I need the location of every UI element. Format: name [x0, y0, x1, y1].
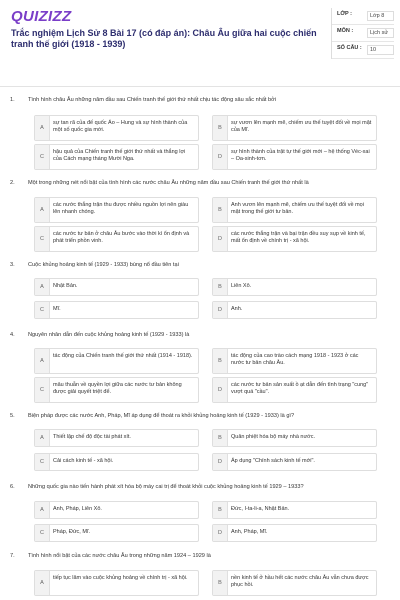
option-letter: A — [35, 349, 50, 373]
option-letter: D — [213, 525, 228, 541]
question-text — [10, 484, 384, 491]
option-b[interactable] — [212, 278, 377, 296]
meta-class-value: Lớp 8 — [367, 11, 394, 21]
meta-class-label: LỚP : — [337, 11, 352, 17]
option-text: mâu thuẫn về quyền lợi giữa các nước tư bản không được giải quyết triệt để. — [53, 382, 182, 395]
option-d[interactable] — [212, 377, 377, 403]
option-c[interactable] — [34, 226, 199, 252]
option-c[interactable] — [34, 453, 199, 471]
quiz-meta-panel — [331, 8, 394, 59]
option-a[interactable] — [34, 115, 199, 141]
option-a[interactable] — [34, 197, 199, 223]
option-letter: A — [35, 571, 50, 595]
option-text: Nhật Bản. — [53, 283, 78, 289]
option-a[interactable] — [34, 348, 199, 374]
option-letter: C — [35, 454, 50, 470]
question-number: 4. — [10, 332, 15, 338]
option-d[interactable] — [212, 144, 377, 170]
option-text: các nước thắng trận thu được nhiều nguồn lợi nên giàu lên nhanh chóng. — [53, 202, 189, 215]
question-prompt: Tình hình châu Âu những năm đầu sau Chiến tranh thế giới thứ nhất chịu tác động sâu sắc nhất bởi — [28, 97, 277, 103]
meta-subject-row — [332, 25, 394, 42]
option-text: tác động của Chiến tranh thế giới thứ nhất (1914 - 1918). — [53, 353, 193, 359]
option-letter: C — [35, 525, 50, 541]
option-text: các nước tư bản sản xuất ồ ạt dẫn đến tình trạng "cung" vượt quá "cầu". — [231, 382, 369, 395]
meta-count-value: 10 — [367, 45, 394, 55]
option-letter: B — [213, 116, 228, 140]
option-b[interactable] — [212, 429, 377, 447]
option-text: Anh, Pháp, Mĩ. — [231, 529, 268, 535]
option-letter: A — [35, 198, 50, 222]
option-b[interactable] — [212, 348, 377, 374]
meta-count-label: SỐ CÂU : — [337, 45, 362, 51]
option-text: sự tan rã của đế quốc Áo – Hung và sự hình thành của một số quốc gia mới. — [53, 120, 188, 133]
quiz-title: Trắc nghiệm Lịch Sử 8 Bài 17 (có đáp án): Châu Âu giữa hai cuộc chiến tranh thế giới (1918 - 1939) — [11, 28, 317, 49]
option-text: nền kinh tế ở hầu hết các nước châu Âu vẫn chưa được phục hồi. — [231, 575, 369, 588]
question-number: 1. — [10, 97, 15, 103]
option-text: Anh. — [231, 306, 243, 312]
option-letter: D — [213, 227, 228, 251]
option-text: tiếp tục lâm vào cuộc khủng hoảng về chính trị - xã hội. — [53, 575, 188, 581]
quizizz-logo: QUIZIZZ — [11, 8, 72, 25]
option-c[interactable] — [34, 301, 199, 319]
meta-class-row — [332, 8, 394, 25]
option-letter: C — [35, 227, 50, 251]
option-letter: B — [213, 279, 228, 295]
option-a[interactable] — [34, 278, 199, 296]
option-text: Quân phiệt hóa bộ máy nhà nước. — [231, 434, 316, 440]
question-number: 7. — [10, 553, 15, 559]
question-prompt: Tình hình nổi bật của các nước châu Âu trong những năm 1924 – 1929 là — [28, 553, 211, 559]
question-number: 2. — [10, 180, 15, 186]
option-letter: D — [213, 454, 228, 470]
option-letter: C — [35, 302, 50, 318]
option-text: sự vươn lên mạnh mẽ, chiếm ưu thế tuyệt đối về mọi mặt của Mĩ. — [231, 120, 372, 133]
header-divider — [0, 86, 400, 87]
option-c[interactable] — [34, 524, 199, 542]
option-letter: A — [35, 502, 50, 518]
option-text: Pháp, Đức, Mĩ. — [53, 529, 90, 535]
question-prompt: Những quốc gia nào tiến hành phát xít hóa bộ máy cai trị để thoát khỏi cuộc khủng hoảng kinh tế 1929 – 1933? — [28, 484, 304, 490]
question-prompt: Cuộc khủng hoảng kinh tế (1929 - 1933) bùng nổ đầu tiên tại — [28, 262, 179, 268]
option-a[interactable] — [34, 501, 199, 519]
option-letter: B — [213, 198, 228, 222]
option-a[interactable] — [34, 429, 199, 447]
question-text — [10, 97, 384, 104]
option-b[interactable] — [212, 115, 377, 141]
option-text: Mĩ. — [53, 306, 61, 312]
quiz-header — [0, 0, 400, 90]
question-prompt: Biện pháp được các nước Anh, Pháp, Mĩ áp dụng để thoát ra khỏi khủng hoảng kinh tế (1929 - 1933) là gì? — [28, 413, 295, 419]
meta-subject-value: Lịch sử — [367, 28, 394, 38]
option-letter: B — [213, 430, 228, 446]
option-c[interactable] — [34, 377, 199, 403]
question-prompt: Nguyên nhân dẫn đến cuộc khủng hoảng kinh tế (1929 - 1933) là — [28, 332, 190, 338]
option-d[interactable] — [212, 453, 377, 471]
option-text: Áp dụng "Chính sách kinh tế mới". — [231, 458, 315, 464]
option-letter: D — [213, 378, 228, 402]
option-text: Thiết lập chế độ độc tài phát xít. — [53, 434, 131, 440]
option-d[interactable] — [212, 301, 377, 319]
option-b[interactable] — [212, 570, 377, 596]
question-text — [10, 332, 384, 339]
option-text: Liên Xô. — [231, 283, 252, 289]
option-letter: B — [213, 349, 228, 373]
option-text: các nước thắng trận và bại trận đều suy sụp về kinh tế, mất ổn định về chính trị - xã hội. — [231, 231, 366, 244]
option-letter: D — [213, 302, 228, 318]
option-a[interactable] — [34, 570, 199, 596]
option-letter: C — [35, 145, 50, 169]
option-letter: D — [213, 145, 228, 169]
question-text — [10, 262, 384, 269]
option-text: Anh vươn lên mạnh mẽ, chiếm ưu thế tuyệt đối về mọi mặt trong thế giới tư bản. — [231, 202, 364, 215]
option-letter: A — [35, 430, 50, 446]
option-text: các nước tư bản ở châu Âu bước vào thời kì ổn định và phát triển phồn vinh. — [53, 231, 190, 244]
option-text: sự hình thành của trật tự thế giới mới – hệ thống Véc-xai – Oa-sinh-tơn. — [231, 149, 370, 162]
question-prompt: Một trong những nét nổi bật của tình hình các nước châu Âu những năm đầu sau Chiến tranh thế giới thứ nhất là — [28, 180, 309, 186]
question-number: 6. — [10, 484, 15, 490]
option-letter: B — [213, 571, 228, 595]
question-number: 5. — [10, 413, 15, 419]
option-d[interactable] — [212, 226, 377, 252]
option-c[interactable] — [34, 144, 199, 170]
question-text — [10, 553, 384, 560]
meta-count-row — [332, 42, 394, 59]
question-text — [10, 413, 384, 420]
option-b[interactable] — [212, 501, 377, 519]
option-b[interactable] — [212, 197, 377, 223]
option-letter: B — [213, 502, 228, 518]
option-letter: A — [35, 279, 50, 295]
option-text: tác động của cao trào cách mạng 1918 - 1923 ở các nước tư bản châu Âu. — [231, 353, 359, 366]
meta-subject-label: MÔN : — [337, 28, 354, 34]
option-letter: A — [35, 116, 50, 140]
option-letter: C — [35, 378, 50, 402]
option-d[interactable] — [212, 524, 377, 542]
question-number: 3. — [10, 262, 15, 268]
option-text: Anh, Pháp, Liên Xô. — [53, 506, 102, 512]
option-text: Đức, I-ta-li-a, Nhật Bản. — [231, 506, 290, 512]
option-text: hậu quả của Chiến tranh thế giới thứ nhất và thắng lợi của Cách mạng tháng Mười Nga. — [53, 149, 186, 162]
question-text — [10, 180, 384, 187]
option-text: Cải cách kinh tế - xã hội. — [53, 458, 114, 464]
